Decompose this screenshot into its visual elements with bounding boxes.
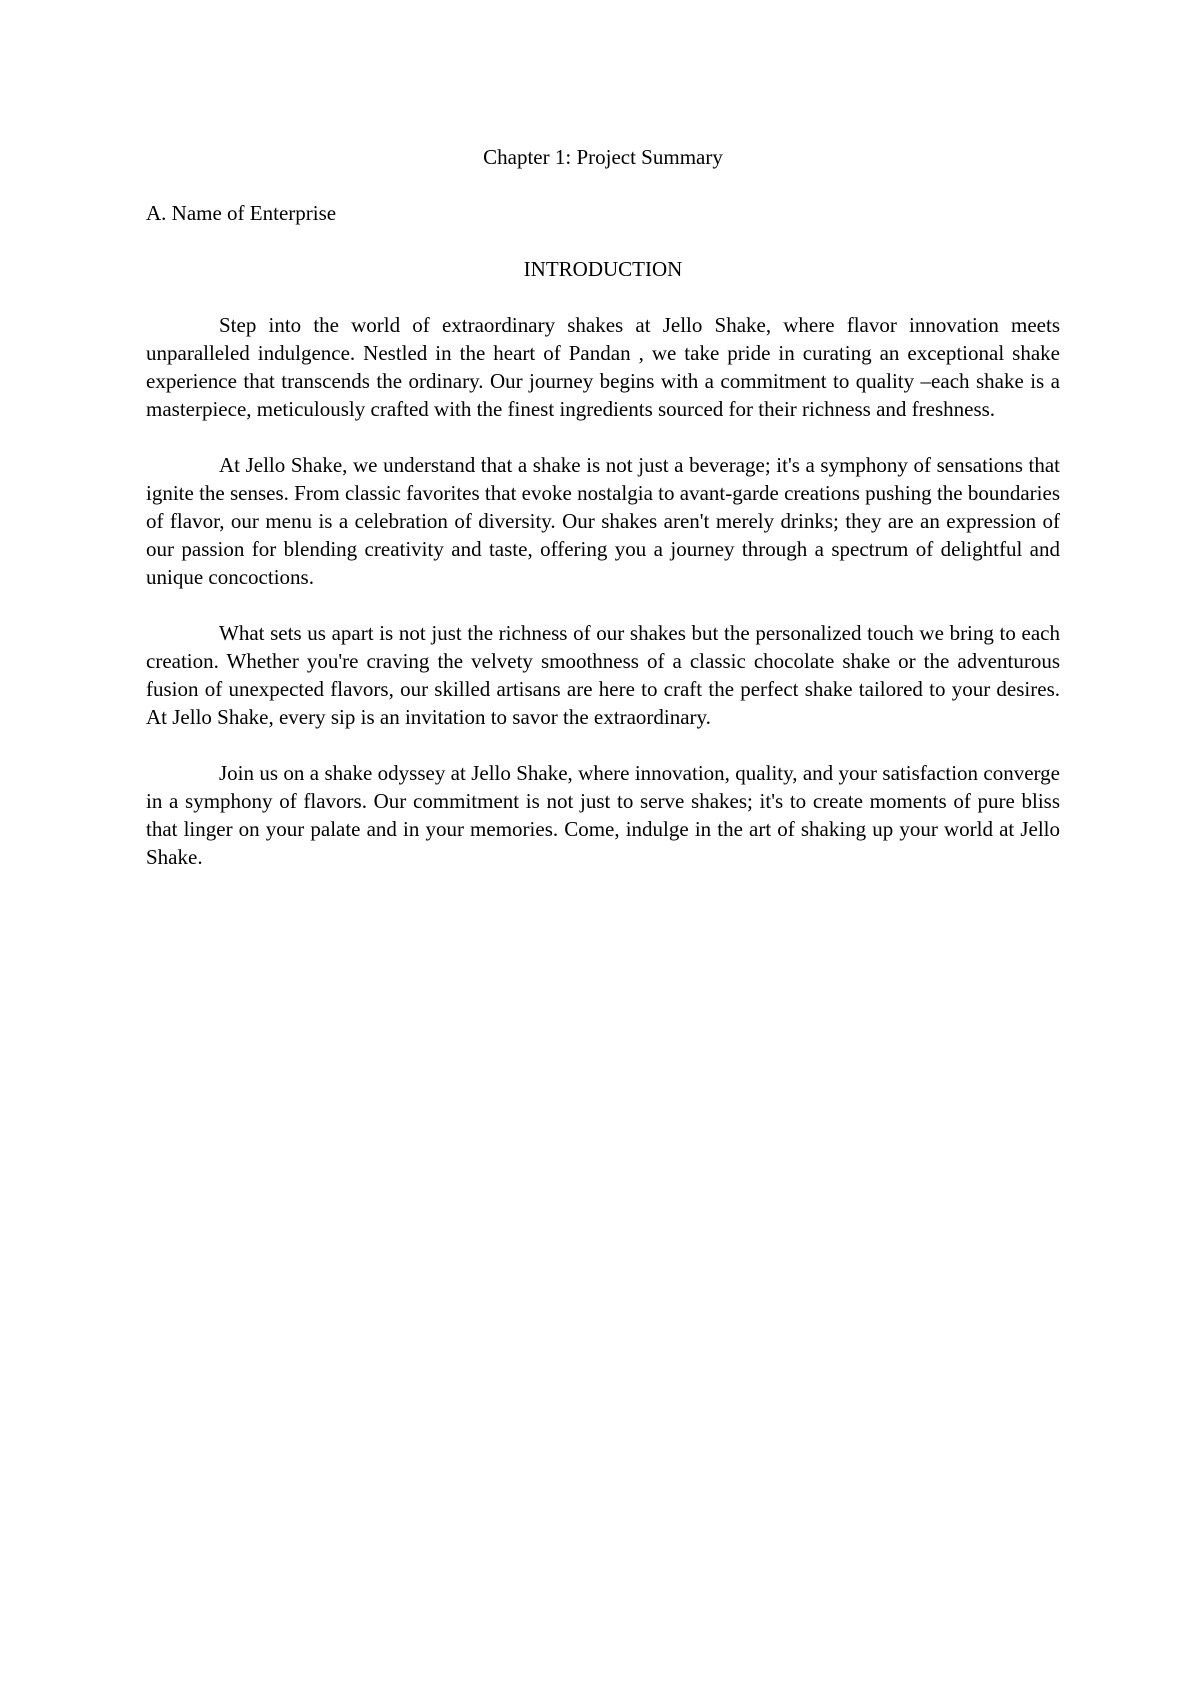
paragraph-2: At Jello Shake, we understand that a shake is not just a beverage; it's a symphony of sensations that ignite the senses. From classic favorites that evoke nostalgia to avant-garde creations pushing the boundaries of flavor, our menu is a celebration of diversity. Our shakes aren't merely drinks; they are an expression of our passion for blending creativity and taste, offering you a journey through a spectrum of delightful and unique concoctions. xyxy=(146,453,1060,589)
paragraph-4: Join us on a shake odyssey at Jello Shake, where innovation, quality, and your satisfaction converge in a symphony of flavors. Our commitment is not just to serve shakes; it's to create moments of pure bliss that linger on your palate and in your memories. Come, indulge in the art of shaking up your world at Jello Shake. xyxy=(146,761,1060,869)
page-content xyxy=(146,143,1060,871)
paragraph-1: Step into the world of extraordinary shakes at Jello Shake, where flavor innovation meets unparalleled indulgence. Nestled in the heart of Pandan , we take pride in curating an exceptional shake experience that transcends the ordinary. Our journey begins with a commitment to quality –each shake is a masterpiece, meticulously crafted with the finest ingredients sourced for their richness and freshness. xyxy=(146,313,1060,421)
paragraph-3: What sets us apart is not just the richness of our shakes but the personalized touch we bring to each creation. Whether you're craving the velvety smoothness of a classic chocolate shake or the adventurous fusion of unexpected flavors, our skilled artisans are here to craft the perfect shake tailored to your desires. At Jello Shake, every sip is an invitation to savor the extraordinary. xyxy=(146,621,1060,729)
chapter-title: Chapter 1: Project Summary xyxy=(483,145,723,169)
section-heading: A. Name of Enterprise xyxy=(146,201,337,225)
introduction-heading: INTRODUCTION xyxy=(523,257,683,281)
